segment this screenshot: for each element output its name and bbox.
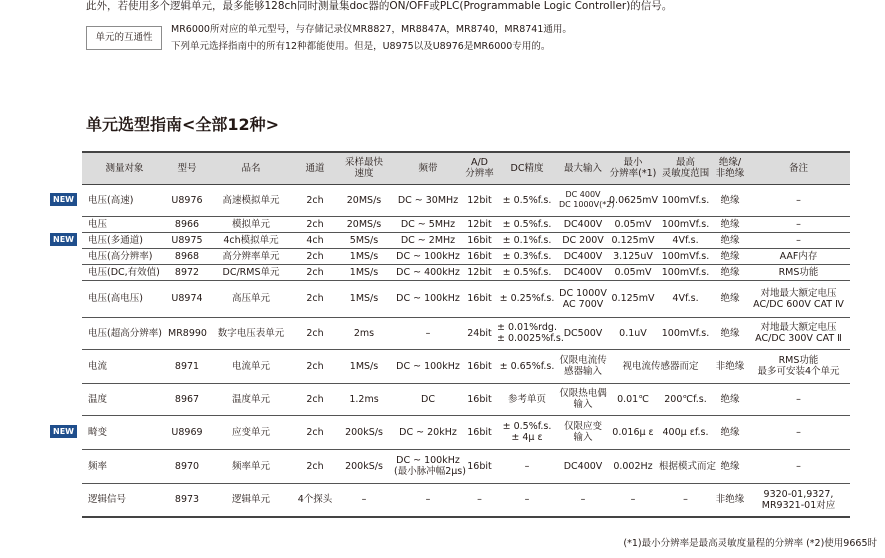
cell-ad: 16bit [463,232,496,248]
new-badge: NEW [50,193,77,206]
cell-max-input: – [558,483,608,517]
cell-channels: 2ch [295,349,335,383]
cell-model: 8967 [167,383,207,415]
cell-remarks: 9320-01,9327, MR9321-01对应 [747,483,850,517]
cell-band: – [393,483,463,517]
footnote: (*1)最小分辨率是最高灵敏度量程的分辨率 (*2)使用9665时 [623,538,877,549]
cell-ad: 12bit [463,216,496,232]
cell-remarks: – [747,415,850,449]
cell-name: 高分辨率单元 [207,248,295,264]
cell-remarks: RMS功能 最多可安装4个单元 [747,349,850,383]
cell-min-res: 0.05mV [608,264,658,280]
cell-channels: 2ch [295,383,335,415]
table-row [82,184,850,216]
cell-dc: – [496,483,558,517]
cell-dc: ± 0.01%rdg. ± 0.0025%f.s. [496,317,558,349]
cell-ad: 12bit [463,264,496,280]
table-row [82,280,850,317]
cell-channels: 2ch [295,280,335,317]
cell-max-sens: 根据模式而定 [658,449,713,483]
cell-dc: ± 0.5%f.s. [496,264,558,280]
cell-model: U8975 [167,232,207,248]
header-dc: DC精度 [496,152,558,184]
cell-min-res: 0.002Hz [608,449,658,483]
cell-max-input: DC 400V DC 1000V(*2) [558,184,608,216]
cell-remarks: 对地最大额定电压 AC/DC 600V CAT Ⅳ [747,280,850,317]
cell-max-input: DC500V [558,317,608,349]
cell-sampling: 20MS/s [335,216,393,232]
cell-remarks: – [747,449,850,483]
header-sampling: 采样最快 速度 [335,152,393,184]
cell-dc: ± 0.3%f.s. [496,248,558,264]
header-channels: 通道 [295,152,335,184]
cell-sampling: 200kS/s [335,415,393,449]
cell-max-sens: 4Vf.s. [658,232,713,248]
cell-channels: 2ch [295,264,335,280]
cell-remarks: AAF内存 [747,248,850,264]
table-row [82,415,850,449]
cell-max-sens: 100mVf.s. [658,184,713,216]
cell-type: 温度 [82,383,167,415]
cell-isolation: 绝缘 [713,317,747,349]
cell-min-res: 0.125mV [608,232,658,248]
cell-ad: 16bit [463,415,496,449]
cell-name: 温度单元 [207,383,295,415]
cell-channels: 2ch [295,317,335,349]
cell-ad: 24bit [463,317,496,349]
cell-ad: 16bit [463,248,496,264]
table-row [82,449,850,483]
header-model: 型号 [167,152,207,184]
cell-sampling: 1.2ms [335,383,393,415]
cell-max-input: DC 200V [558,232,608,248]
cell-isolation: 绝缘 [713,216,747,232]
cell-max-input: 仅限电流传 感器输入 [558,349,608,383]
cell-remarks: – [747,216,850,232]
cell-name: 模拟单元 [207,216,295,232]
cell-ad: 16bit [463,349,496,383]
new-badge: NEW [50,233,77,246]
cell-sampling: – [335,483,393,517]
cell-min-res: 0.1uV [608,317,658,349]
cell-model: U8969 [167,415,207,449]
cell-max-input: DC400V [558,248,608,264]
cell-max-sens: 100mVf.s. [658,248,713,264]
cell-name: 高压单元 [207,280,295,317]
cell-band: DC ~ 100kHz (最小脉冲幅2μs) [393,449,463,483]
cell-sampling: 5MS/s [335,232,393,248]
cell-ad: 16bit [463,383,496,415]
cell-remarks: 对地最大额定电压 AC/DC 300V CAT Ⅱ [747,317,850,349]
cell-name: DC/RMS单元 [207,264,295,280]
cell-band: DC ~ 100kHz [393,248,463,264]
table-row [82,349,850,383]
cell-band: DC ~ 100kHz [393,349,463,383]
cell-max-input: DC400V [558,449,608,483]
intro-text: 此外，若使用多个逻辑单元，最多能够128ch同时测量集doc器的ON/OFF或PLC(Programmable Logic Controller)的信号。 [86,0,673,12]
table-row [82,232,850,248]
cell-type: 电压(高分辨率) [82,248,167,264]
cell-dc: ± 0.25%f.s. [496,280,558,317]
cell-min-res: 0.01℃ [608,383,658,415]
cell-isolation: 非绝缘 [713,349,747,383]
cell-isolation: 绝缘 [713,248,747,264]
cell-isolation: 绝缘 [713,280,747,317]
cell-remarks: – [747,184,850,216]
cell-channels: 2ch [295,415,335,449]
cell-dc: ± 0.5%f.s. ± 4μ ε [496,415,558,449]
cell-max-sens: 100mVf.s. [658,264,713,280]
cell-max-sens: 200℃f.s. [658,383,713,415]
cell-sampling: 20MS/s [335,184,393,216]
cell-max-sens: 4Vf.s. [658,280,713,317]
cell-sampling: 1MS/s [335,248,393,264]
cell-max-input: DC400V [558,264,608,280]
table-row [82,264,850,280]
cell-max-input: DC 1000V AC 700V [558,280,608,317]
cell-type: 频率 [82,449,167,483]
cell-model: 8973 [167,483,207,517]
cell-channels: 2ch [295,449,335,483]
cell-dc: 参考单页 [496,383,558,415]
cell-isolation: 非绝缘 [713,483,747,517]
cell-band: DC ~ 30MHz [393,184,463,216]
header-remarks: 备注 [747,152,850,184]
cell-sampling: 1MS/s [335,264,393,280]
cell-name: 4ch模拟单元 [207,232,295,248]
unit-guide-table [82,151,850,518]
cell-min-res: – [608,483,658,517]
cell-dc: – [496,449,558,483]
cell-band: DC ~ 100kHz [393,280,463,317]
cell-band: DC ~ 400kHz [393,264,463,280]
cell-band: – [393,317,463,349]
cell-type: 畸变 [82,415,167,449]
header-min-res: 最小 分辨率(*1) [608,152,658,184]
cell-remarks: RMS功能 [747,264,850,280]
cell-name: 数字电压表单元 [207,317,295,349]
cell-model: 8968 [167,248,207,264]
cell-ad: – [463,483,496,517]
cell-max-sens: – [658,483,713,517]
header-type: 测量对象 [82,152,167,184]
cell-dc: ± 0.5%f.s. [496,184,558,216]
cell-channels: 4个探头 [295,483,335,517]
header-ad: A/D 分辨率 [463,152,496,184]
cell-max-input: 仅限热电偶 输入 [558,383,608,415]
cell-type: 电压(DC,有效值) [82,264,167,280]
cell-type: 电压 [82,216,167,232]
cell-sampling: 200kS/s [335,449,393,483]
cell-dc: ± 0.65%f.s. [496,349,558,383]
cell-min-res: 3.125uV [608,248,658,264]
section-title: 单元选型指南<全部12种> [86,115,280,134]
cell-band: DC ~ 20kHz [393,415,463,449]
cell-dc: ± 0.5%f.s. [496,216,558,232]
cell-max-input: DC400V [558,216,608,232]
cell-channels: 4ch [295,232,335,248]
table-row [82,248,850,264]
cell-name: 逻辑单元 [207,483,295,517]
cell-isolation: 绝缘 [713,232,747,248]
cell-name: 应变单元 [207,415,295,449]
cell-type: 电压(高速) [82,184,167,216]
cell-isolation: 绝缘 [713,383,747,415]
cell-channels: 2ch [295,216,335,232]
cell-isolation: 绝缘 [713,415,747,449]
cell-ad: 16bit [463,449,496,483]
cell-type: 电流 [82,349,167,383]
cell-model: 8966 [167,216,207,232]
cell-sampling: 2ms [335,317,393,349]
cell-min-res: 0.0625mV [608,184,658,216]
cell-isolation: 绝缘 [713,264,747,280]
cell-name: 电流单元 [207,349,295,383]
table-row [82,383,850,415]
cell-min-res: 0.05mV [608,216,658,232]
cell-ad: 12bit [463,184,496,216]
cell-min-res: 0.125mV [608,280,658,317]
cell-max-sens: 100mVf.s. [658,216,713,232]
cell-dc: ± 0.1%f.s. [496,232,558,248]
cell-min-res: 视电流传感器而定 [608,349,713,383]
table-row [82,216,850,232]
table-header-row [82,152,850,184]
cell-remarks: – [747,383,850,415]
compat-label: 单元的互通性 [86,26,162,50]
cell-band: DC [393,383,463,415]
cell-max-sens: 400μ εf.s. [658,415,713,449]
cell-model: 8971 [167,349,207,383]
cell-name: 高速模拟单元 [207,184,295,216]
table-row [82,317,850,349]
header-max-input: 最大输入 [558,152,608,184]
compat-line-1: MR6000所对应的单元型号，与存储记录仪MR8827，MR8847A，MR8740，MR8741通用。 [171,24,572,35]
header-name: 品名 [207,152,295,184]
cell-isolation: 绝缘 [713,184,747,216]
cell-model: U8974 [167,280,207,317]
cell-remarks: – [747,232,850,248]
cell-type: 电压(多通道) [82,232,167,248]
cell-model: 8970 [167,449,207,483]
cell-channels: 2ch [295,248,335,264]
cell-max-input: 仅限应变 输入 [558,415,608,449]
header-isolation: 绝缘/ 非绝缘 [713,152,747,184]
cell-channels: 2ch [295,184,335,216]
cell-band: DC ~ 5MHz [393,216,463,232]
new-badge: NEW [50,425,77,438]
compat-line-2: 下列单元选择指南中的所有12种都能使用。但是，U8975以及U8976是MR6000专用的。 [171,41,551,52]
cell-sampling: 1MS/s [335,349,393,383]
cell-max-sens: 100mVf.s. [658,317,713,349]
cell-name: 频率单元 [207,449,295,483]
cell-model: U8976 [167,184,207,216]
header-band: 频带 [393,152,463,184]
cell-type: 电压(高电压) [82,280,167,317]
cell-ad: 16bit [463,280,496,317]
cell-band: DC ~ 2MHz [393,232,463,248]
cell-model: MR8990 [167,317,207,349]
cell-type: 逻辑信号 [82,483,167,517]
cell-min-res: 0.016μ ε [608,415,658,449]
table-row [82,483,850,517]
cell-isolation: 绝缘 [713,449,747,483]
header-max-sens: 最高 灵敏度范围 [658,152,713,184]
cell-type: 电压(超高分辨率) [82,317,167,349]
cell-model: 8972 [167,264,207,280]
cell-sampling: 1MS/s [335,280,393,317]
